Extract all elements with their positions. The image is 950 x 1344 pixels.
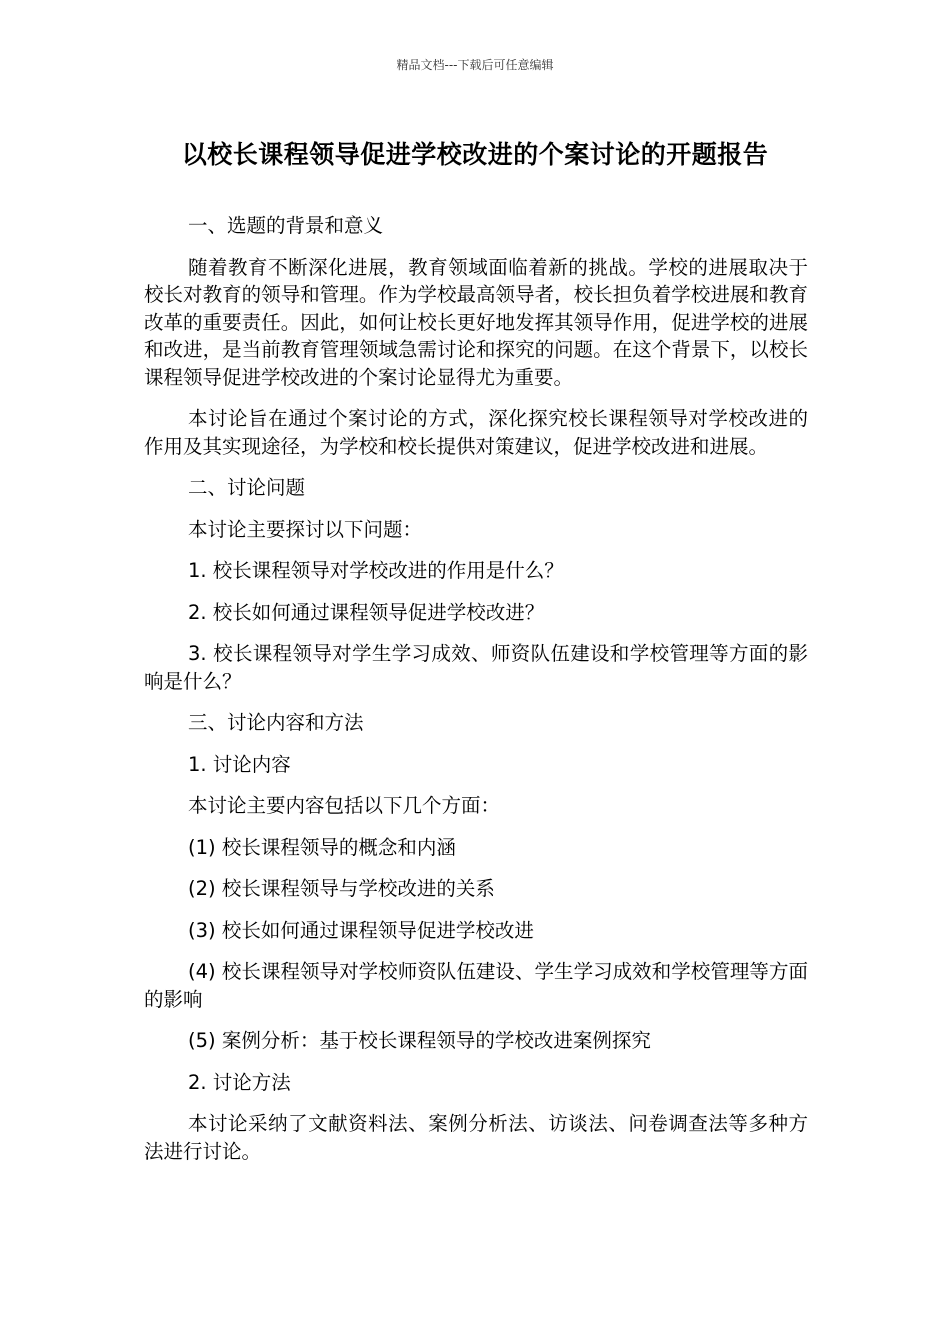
- paragraph-background: 随着教育不断深化进展，教育领域面临着新的挑战。学校的进展取决于校长对教育的领导和管理。作为学校最高领导者，校长担负着学校进展和教育改革的重要责任。因此，如何让校长更好地发挥其领导作用，促进学校的进展和改进，是当前教育管理领域急需讨论和探究的问题。在这个背景下，以校长课程领导促进学校改进的个案讨论显得尤为重要。: [144, 255, 808, 389]
- list-item-question-2: 2. 校长如何通过课程领导促进学校改进？: [188, 600, 545, 624]
- list-item-content-4: (4) 校长课程领导对学校师资队伍建设、学生学习成效和学校管理等方面的影响: [144, 960, 808, 1011]
- section-heading-content-method: 三、讨论内容和方法: [188, 711, 364, 734]
- list-item-content-2: (2) 校长课程领导与学校改进的关系: [188, 877, 495, 900]
- document-body: [144, 212, 808, 1179]
- subheading-content: 1. 讨论内容: [188, 752, 291, 776]
- section-heading-background: 一、选题的背景和意义: [188, 214, 384, 237]
- list-item-content-1: (1) 校长课程领导的概念和内涵: [188, 835, 456, 859]
- paragraph-questions-intro: 本讨论主要探讨以下问题：: [188, 517, 423, 541]
- subheading-method: 2. 讨论方法: [188, 1070, 291, 1094]
- list-item-content-3: (3) 校长如何通过课程领导促进学校改进: [188, 918, 534, 942]
- paragraph-purpose: 本讨论旨在通过个案讨论的方式，深化探究校长课程领导对学校改进的作用及其实现途径，为学校和校长提供对策建议，促进学校改进和进展。: [144, 407, 808, 458]
- page-header: 精品文档---下载后可任意编辑: [396, 58, 554, 72]
- paragraph-method: 本讨论采纳了文献资料法、案例分析法、访谈法、问卷调查法等多种方法进行讨论。: [144, 1112, 808, 1163]
- list-item-question-3: 3. 校长课程领导对学生学习成效、师资队伍建设和学校管理等方面的影响是什么？: [144, 642, 808, 693]
- section-heading-questions: 二、讨论问题: [188, 476, 306, 499]
- list-item-content-5: (5) 案例分析：基于校长课程领导的学校改进案例探究: [188, 1029, 651, 1052]
- paragraph-content-intro: 本讨论主要内容包括以下几个方面：: [188, 794, 501, 817]
- list-item-question-1: 1. 校长课程领导对学校改进的作用是什么？: [188, 559, 564, 582]
- document-title: 以校长课程领导促进学校改进的个案讨论的开题报告: [181, 140, 769, 169]
